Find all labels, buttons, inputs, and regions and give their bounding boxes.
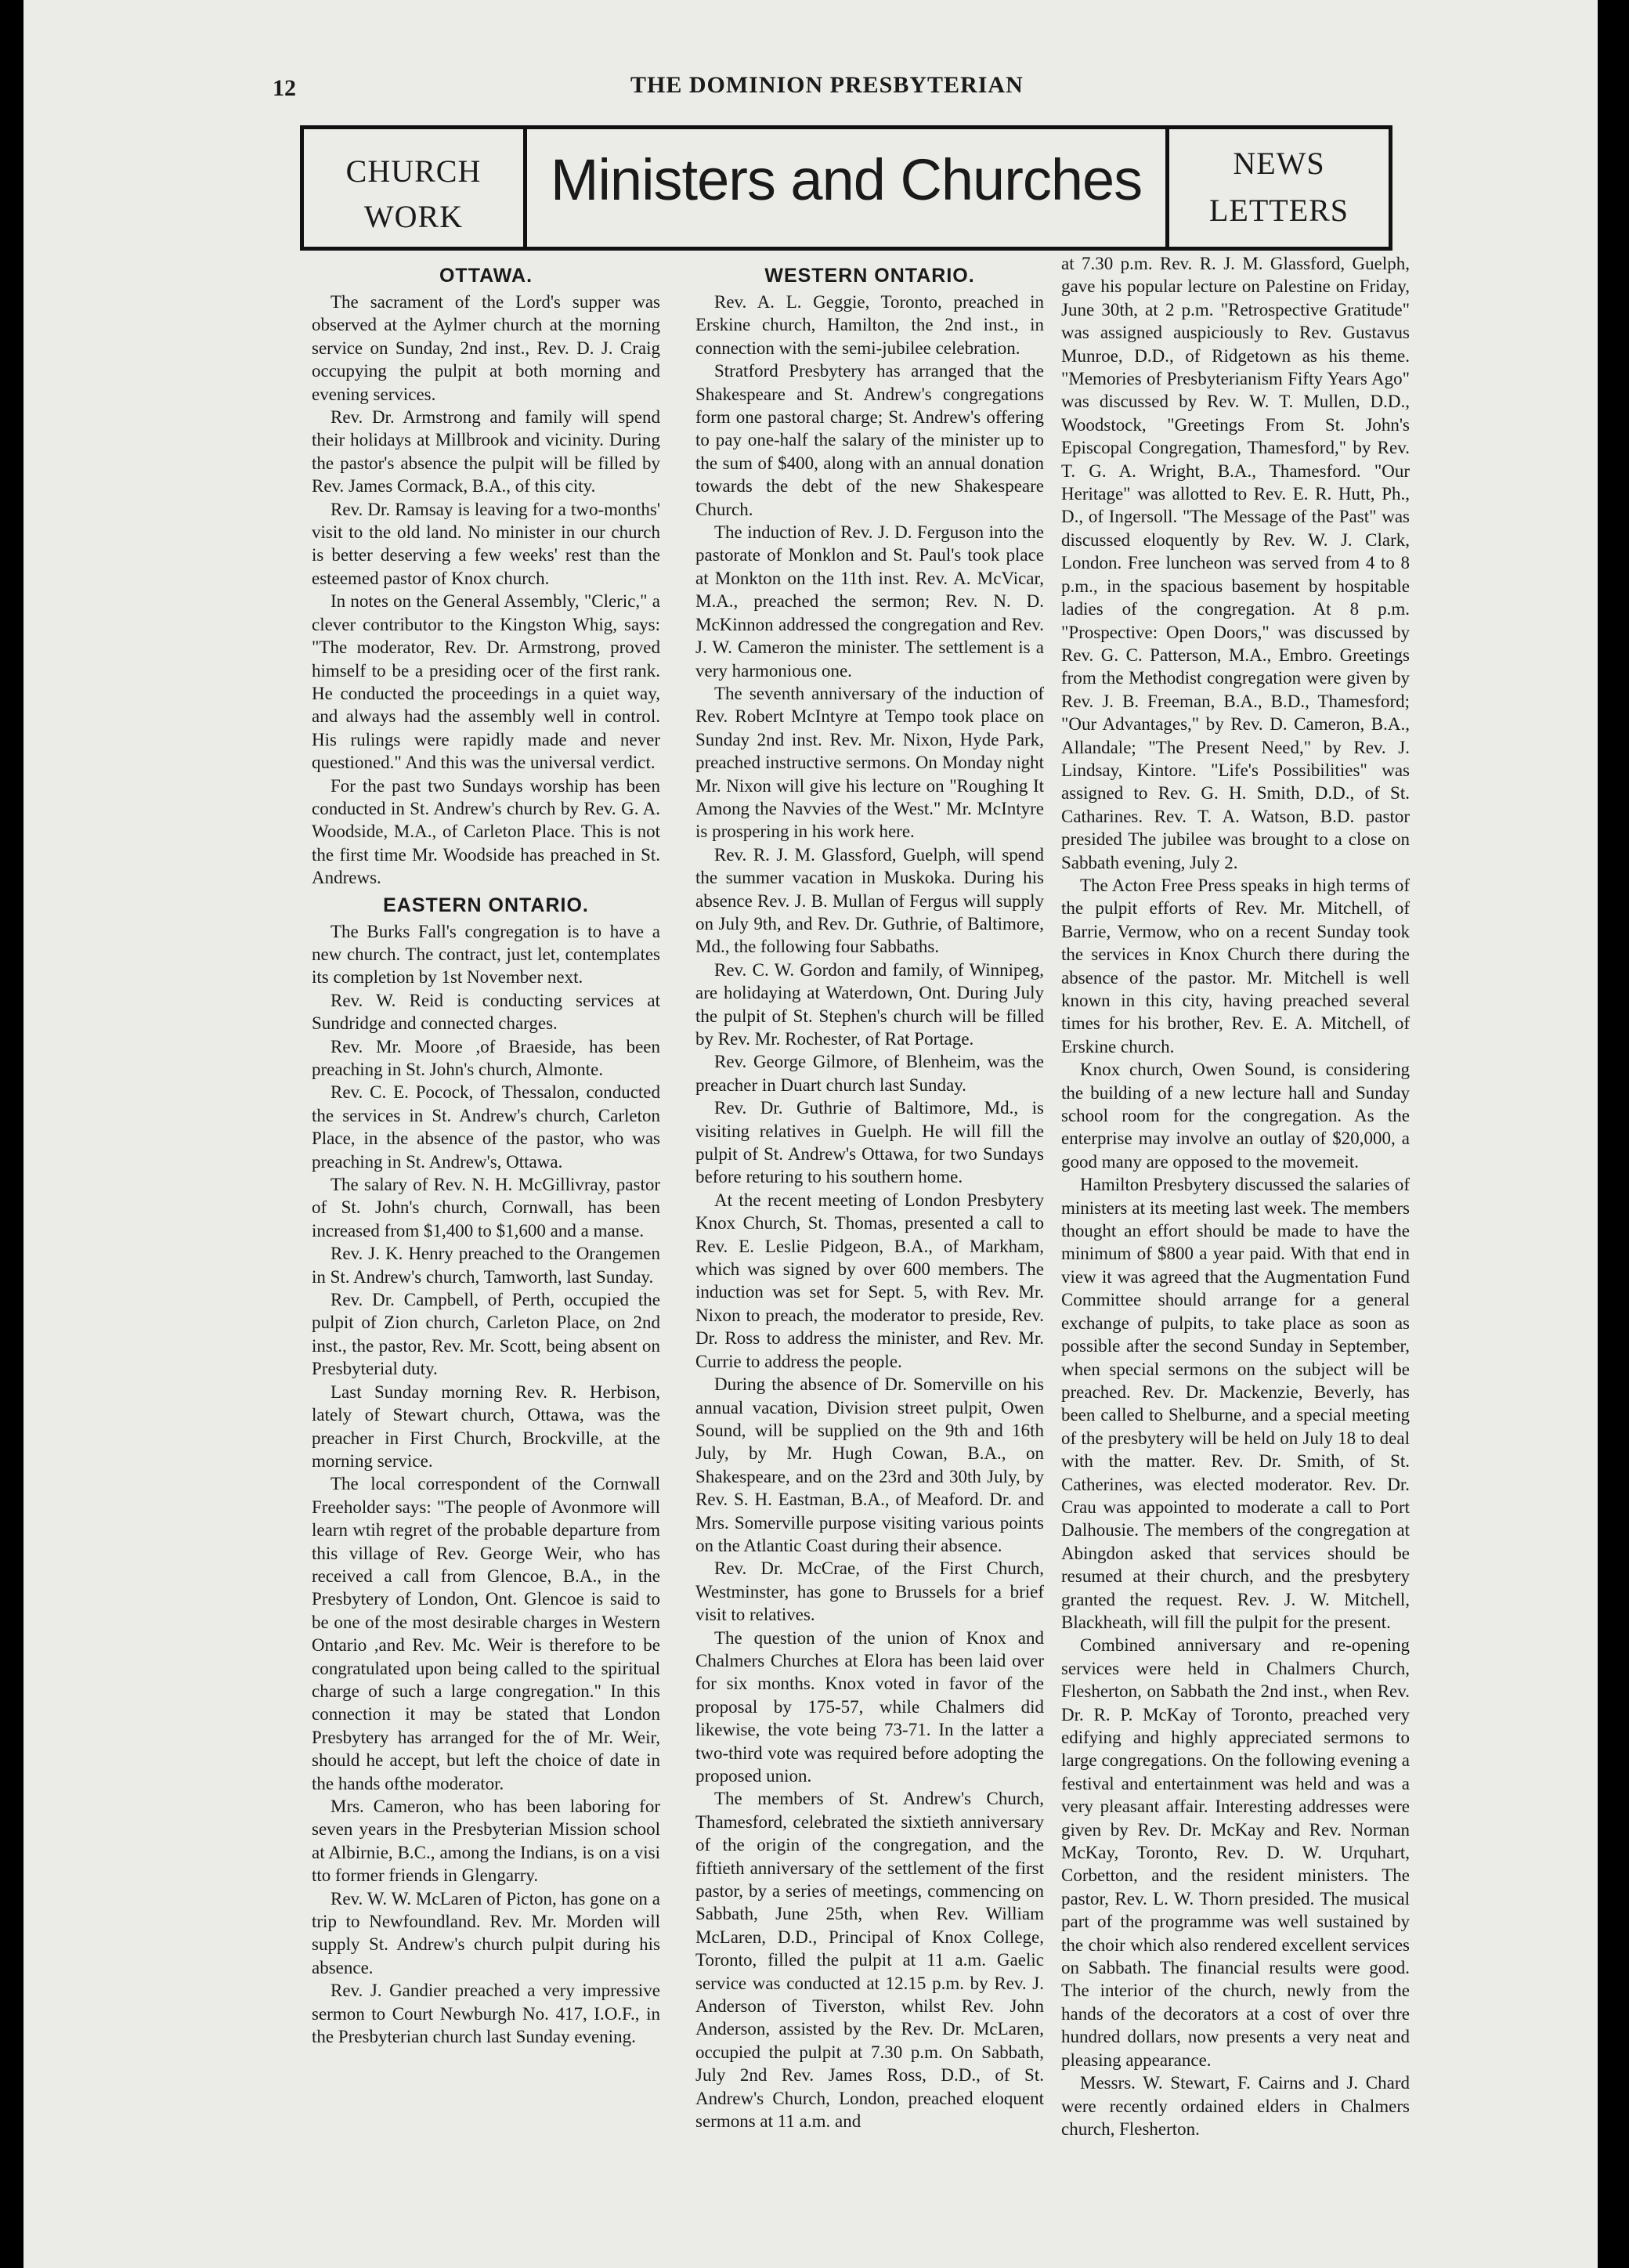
article-paragraph: Rev. C. W. Gordon and family, of Winnipeg, are holidaying at Waterdown, Ont. During July the pulpit of St. Stephen's church will be filled by Rev. Mr. Rochester, of Rat Portage. — [695, 959, 1044, 1049]
article-paragraph: Rev. Dr. Campbell, of Perth, occupied the pulpit of Zion church, Carleton Place, on 2nd inst., the pastor, Rev. Mr. Scott, being absent on Presbyterial duty. — [312, 1290, 660, 1379]
article-paragraph: Rev. R. J. M. Glassford, Guelph, will spend the summer vacation in Muskoka. During his absence Rev. J. B. Mullan of Fergus will supply on July 9th, and Rev. Dr. Guthrie, of Baltimore, Md., the following four Sabbaths. — [695, 844, 1044, 957]
article-paragraph: Rev. Dr. Armstrong and family will spend their holidays at Millbrook and vicinity. During the pastor's absence the pulpit will be filled by Rev. James Cormack, B.A., of this city. — [312, 407, 660, 497]
heading-eastern-ontario: EASTERN ONTARIO. — [383, 894, 589, 916]
article-paragraph: The members of St. Andrew's Church, Thamesford, celebrated the sixtieth anniversary of the origin of the congregation, and the fiftieth anniversary of the settlement of the first pastor, by a series of meetings, commencing on Sabbath, June 25th, when Rev. William McLaren, D.D., Principal of Knox College, Toronto, filled the pulpit at 11 a.m. Gaelic service was conducted at 12.15 p.m. by Rev. J. Anderson of Tiverston, whilst Rev. John Anderson, assisted by the Rev. Dr. McLaren, occupied the pulpit at 7.30 p.m. On Sabbath, July 2nd Rev. James Ross, D.D., of St. Andrew's Church, London, preached eloquent sermons at 11 a.m. and — [695, 1789, 1044, 2132]
article-paragraph: The local correspondent of the Cornwall Freeholder says: "The people of Avonmore will learn wtih regret of the probable departure from this village of Rev. George Weir, who has received a call from Glencoe, B.A., in the Presbytery of London, Ont. Glencoe is said to be one of the most desirable charges in Western Ontario ,and Rev. Mc. Weir is therefore to be congratulated upon being called to the spiritual charge of such a large congregation." In this connection it may be stated that London Presbytery has arranged for the of Mr. Weir, should he accept, but left the choice of date in the hands ofthe moderator. — [312, 1474, 660, 1793]
article-paragraph: The Acton Free Press speaks in high terms of the pulpit efforts of Rev. Mr. Mitchell, of Barrie, Vermow, who on a recent Sunday took the services in Knox Church there during the absence of the pastor. Mr. Mitchell is well known in this city, having preached several times for his brother, Rev. E. A. Mitchell, of Erskine church. — [1061, 875, 1410, 1056]
article-paragraph: During the absence of Dr. Somerville on his annual vacation, Division street pulpit, Owen Sound, will be supplied on the 9th and 16th July, by Mr. Hugh Cowan, B.A., on Shakespeare, and on the 23rd and 30th July, by Rev. S. H. Eastman, B.A., of Meaford. Dr. and Mrs. Somerville purpose visiting various points on the Atlantic Coast during their absence. — [695, 1374, 1044, 1555]
journal-title: THE DOMINION PRESBYTERIAN — [630, 72, 1024, 98]
article-paragraph: Rev. Dr. McCrae, of the First Church, Westminster, has gone to Brussels for a brief visit to relatives. — [695, 1558, 1044, 1625]
article-paragraph: Combined anniversary and re-opening services were held in Chalmers Church, Flesherton, on Sabbath the 2nd inst., when Rev. Dr. R. P. McKay of Toronto, preached very edifying and highly appreciated sermons to large congregations. On the following evening a festival and entertainment was held and was a very pleasant affair. Interesting addresses were given by Rev. Dr. McKay and Rev. Norman McKay, Toronto, Rev. D. W. Urquhart, Corbetton, and the resident ministers. The pastor, Rev. L. W. Thorn presided. The musical part of the programme was well sustained by the choir which also rendered excellent services on Sabbath. The financial results were good. The interior of the church, newly from the hands of the decorators at a cost of over thre hundred dollars, now presents a very neat and pleasing appearance. — [1061, 1635, 1410, 2070]
article-paragraph: Rev. George Gilmore, of Blenheim, was the preacher in Duart church last Sunday. — [695, 1052, 1044, 1095]
article-paragraph: Rev. W. W. McLaren of Picton, has gone on a trip to Newfoundland. Rev. Mr. Morden will supply St. Andrew's church pulpit during his absence. — [312, 1888, 660, 1977]
banner-left-line2: WORK — [363, 199, 464, 234]
banner-right-box — [1165, 129, 1389, 247]
article-paragraph: The salary of Rev. N. H. McGillivray, pastor of St. John's church, Cornwall, has been increased from $1,400 to $1,600 and a manse. — [312, 1175, 660, 1241]
article-paragraph: The seventh anniversary of the induction of Rev. Robert McIntyre at Tempo took place on Sunday 2nd inst. Rev. Mr. Nixon, Hyde Park, preached instructive sermons. On Monday night Mr. Nixon will give his lecture on "Roughing It Among the Navvies of the West." Mr. McIntyre is prospering in his work here. — [695, 683, 1044, 842]
article-paragraph: Knox church, Owen Sound, is considering the building of a new lecture hall and Sunday school room for the congregation. As the enterprise may involve an outlay of $20,000, a good many are opposed to the movemeit. — [1061, 1060, 1410, 1172]
article-paragraph: The Burks Fall's congregation is to have a new church. The contract, just let, contemplates its completion by 1st November next. — [312, 921, 660, 988]
heading-ottawa: OTTAWA. — [439, 265, 533, 287]
article-paragraph: Rev. J. Gandier preached a very impressive sermon to Court Newburgh No. 417, I.O.F., in the Presbyterian church last Sunday evening. — [312, 1981, 660, 2047]
article-paragraph: Messrs. W. Stewart, F. Cairns and J. Chard were recently ordained elders in Chalmers church, Flesherton. — [1061, 2073, 1410, 2139]
column-right — [1061, 252, 1410, 2140]
article-paragraph: In notes on the General Assembly, "Cleric," a clever contributor to the Kingston Whig, says: "The moderator, Rev. Dr. Armstrong, proved himself to be a presiding ocer of the first rank. He conducted the proceedings in a quiet way, and always had the assembly well in control. His rulings were rapidly made and never questioned." And this was the universal verdict. — [312, 591, 660, 773]
article-paragraph: Rev. Mr. Moore ,of Braeside, has been preaching in St. John's church, Almonte. — [312, 1036, 660, 1079]
banner-right-line2: LETTERS — [1208, 193, 1349, 228]
heading-western-ontario: WESTERN ONTARIO. — [764, 265, 975, 287]
column-middle — [695, 260, 1044, 2133]
article-paragraph: Rev. Dr. Guthrie of Baltimore, Md., is visiting relatives in Guelph. He will fill the pulpit of St. Andrew's Ottawa, for two Sundays before returing to his southern home. — [695, 1098, 1044, 1187]
banner-left-line1: CHURCH — [345, 153, 482, 189]
article-paragraph: Rev. Dr. Ramsay is leaving for a two-months' visit to the old land. No minister in our church is better deserving a few weeks' rest than the esteemed pastor of Knox church. — [312, 499, 660, 588]
article-paragraph: Hamilton Presbytery discussed the salaries of ministers at its meeting last week. The members thought an effort should be made to have the minimum of $800 a year paid. With that end in view it was agreed that the Augmentation Fund Committee should arrange for a general exchange of pulpits, to take place as soon as possible after the second Sunday in September, when special sermons on the subject will be preached. Rev. Dr. Mackenzie, Beverly, has been called to Shelburne, and a special meeting of the presbytery will be held on July 18 to deal with the matter. Rev. Dr. Smith, of St. Catherines, was elected moderator. Rev. Dr. Crau was appointed to moderate a call to Port Dalhousie. The members of the congregation at Abingdon asked that services should be resumed at their church, and the presbytery granted the request. Rev. J. W. Mitchell, Blackheath, will fill the pulpit for the present. — [1061, 1175, 1410, 1632]
article-paragraph: Mrs. Cameron, who has been laboring for seven years in the Presbyterian Mission school at Albirnie, B.C., among the Indians, is on a visi tto former friends in Glengarry. — [312, 1797, 660, 1886]
article-paragraph: at 7.30 p.m. Rev. R. J. M. Glassford, Guelph, gave his popular lecture on Palestine on Friday, June 30th, at 2 p.m. "Retrospective Gratitude" was assigned auspiciously to Rev. Gustavus Munroe, D.D., of Ridgetown as his theme. "Memories of Presbyterianism Fifty Years Ago" was discussed by Rev. W. T. Mullen, D.D., Woodstock, "Greetings From St. John's Episcopal Congregation, Thamesford," by Rev. T. G. A. Wright, B.A., Thamesford. "Our Heritage" was allotted to Rev. E. R. Hutt, Ph., D., of Ingersoll. "The Message of the Past" was discussed eloquently by Rev. W. J. Clark, London. Free luncheon was served from 4 to 8 p.m., in the spacious basement by hospitable ladies of the congregation. At 8 p.m. "Prospective: Open Doors," was discussed by Rev. G. C. Patterson, M.A., Embro. Greetings from the Methodist congregation were given by Rev. J. B. Freeman, B.A., B.D., Thamesford; "Our Advantages," by Rev. D. Cameron, B.A., Allandale; "The Present Need," by Rev. J. Lindsay, Kintore. "Life's Possibilities" was assigned to Rev. G. H. Smith, D.D., of St. Catharines. Rev. T. A. Watson, B.D. pastor presided The jubilee was brought to a close on Sabbath evening, July 2. — [1061, 254, 1410, 872]
column-left — [312, 260, 660, 2048]
article-paragraph: For the past two Sundays worship has been conducted in St. Andrew's church by Rev. G. A. Woodside, M.A., of Carleton Place. This is not the first time Mr. Woodside has preached in St. Andrews. — [312, 775, 660, 888]
article-paragraph: The sacrament of the Lord's supper was observed at the Aylmer church at the morning service on Sunday, 2nd inst., Rev. D. J. Craig occupying the pulpit at both morning and evening services. — [312, 292, 660, 404]
banner-right-line1: NEWS — [1233, 146, 1325, 181]
article-paragraph: At the recent meeting of London Presbytery Knox Church, St. Thomas, presented a call to Rev. E. Leslie Pidgeon, B.A., of Markham, which was signed by over 600 members. The induction was set for Sept. 5, with Rev. Mr. Nixon to preach, the moderator to preside, Rev. Dr. Ross to address the minister, and Rev. Mr. Currie to address the people. — [695, 1190, 1044, 1371]
article-paragraph: Stratford Presbytery has arranged that the Shakespeare and St. Andrew's congregations form one pastoral charge; St. Andrew's offering to pay one-half the salary of the minister up to the sum of $400, along with an annual donation towards the debt of the new Shakespeare Church. — [695, 361, 1044, 519]
article-paragraph: Rev. J. K. Henry preached to the Orangemen in St. Andrew's church, Tamworth, last Sunday. — [312, 1244, 660, 1287]
article-paragraph: Rev. C. E. Pocock, of Thessalon, conducted the services in St. Andrew's church, Carleton Place, in the absence of the pastor, who was preaching in St. Andrew's, Ottawa. — [312, 1082, 660, 1172]
article-paragraph: Rev. A. L. Geggie, Toronto, preached in Erskine church, Hamilton, the 2nd inst., in connection with the semi-jubilee celebration. — [695, 292, 1044, 358]
article-paragraph: The induction of Rev. J. D. Ferguson into the pastorate of Monklon and St. Paul's took place at Monkton on the 11th inst. Rev. A. McVicar, M.A., preached the sermon; Rev. N. D. McKinnon addressed the congregation and Rev. J. W. Cameron the minister. The settlement is a very harmonious one. — [695, 522, 1044, 681]
article-paragraph: Rev. W. Reid is conducting services at Sundridge and connected charges. — [312, 990, 660, 1034]
section-banner — [300, 125, 1392, 251]
section-title: Ministers and Churches — [550, 147, 1143, 212]
banner-left-box — [304, 129, 527, 247]
article-paragraph: The question of the union of Knox and Chalmers Churches at Elora has been laid over for six months. Knox voted in favor of the proposal by 175-57, while Chalmers did likewise, the vote being 73-71. In the latter a two-third vote was required before adopting the proposed union. — [695, 1627, 1044, 1786]
article-paragraph: Last Sunday morning Rev. R. Herbison, lately of Stewart church, Ottawa, was the preacher in First Church, Brockville, at the morning service. — [312, 1381, 660, 1471]
page-number: 12 — [273, 75, 296, 101]
